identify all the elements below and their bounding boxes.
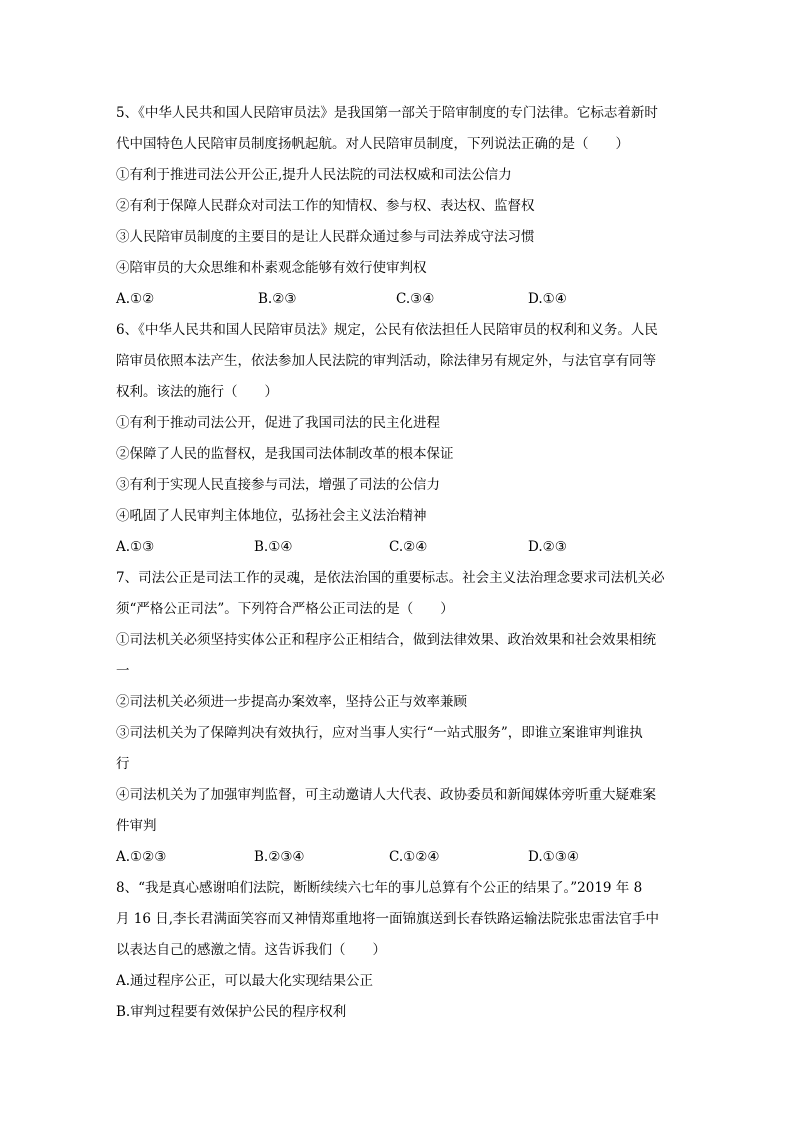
statement: ②保障了人民的监督权，是我国司法体制改革的根本保证 [116,446,454,462]
question-5 [116,98,682,315]
question-stem-line: 代中国特色人民陪审员制度扬帆起航。对人民陪审员制度，下列说法正确的是（ ） [116,136,629,152]
statement: 一 [116,663,130,679]
statement: ③有利于实现人民直接参与司法，增强了司法的公信力 [116,477,440,493]
question-stem-line: 须“严格公正司法”。下列符合严格公正司法的是（ ） [116,601,454,617]
statement: ②有利于保障人民群众对司法工作的知情权、参与权、表达权、监督权 [116,198,535,214]
option-a: A.①②③ [116,849,167,865]
option-b: B.①④ [254,539,293,555]
question-stem-line: 8、“我是真心感谢咱们法院，断断续续六七年的事儿总算有个公正的结果了。”2019 年 8 [116,880,643,896]
statement: ③人民陪审员制度的主要目的是让人民群众通过参与司法养成守法习惯 [116,229,535,245]
option-b: B.②③ [258,291,297,307]
question-stem-line: 7、司法公正是司法工作的灵魂，是依法治国的重要标志。社会主义法治理念要求司法机关必 [116,570,665,586]
statement: ④吼固了人民审判主体地位，弘扬社会主义法治精神 [116,508,427,524]
question-8 [116,873,682,1028]
statement: ①有利于推动司法公开，促进了我国司法的民主化进程 [116,415,440,431]
statement: 件审判 [116,818,157,834]
option-d: D.①③④ [528,849,579,865]
answer-options [116,532,682,563]
option-b: B.②③④ [254,849,305,865]
statement: ③司法机关为了保障判决有效执行，应对当事人实行“一站式服务”，即谁立案谁审判谁执 [116,725,643,741]
option-a: A.①③ [116,539,155,555]
question-stem-line: 权利。该法的施行（ ） [116,384,278,400]
option-c: C.③④ [396,291,435,307]
question-stem-line: 陪审员依照本法产生，依法参加人民法院的审判活动，除法律另有规定外，与法官享有同等 [116,353,656,369]
option-a: A.①② [116,291,155,307]
question-stem-line: 5、《中华人民共和国人民陪审员法》是我国第一部关于陪审制度的专门法律。它标志着新时 [116,105,658,121]
statement: ①有利于推进司法公开公正,提升人民法院的司法权威和司法公信力 [116,167,512,183]
statement: ④司法机关为了加强审判监督，可主动邀请人大代表、政协委员和新闻媒体旁听重大疑难案 [116,787,656,803]
statement: ②司法机关必须进一步提高办案效率，坚持公正与效率兼顾 [116,694,467,710]
option-d: D.①④ [528,291,567,307]
option-b: B.审判过程要有效保护公民的程序权利 [116,1004,347,1020]
question-sheet [116,98,682,1028]
answer-options [116,842,682,873]
option-c: C.②④ [389,539,428,555]
question-7 [116,563,682,873]
statement: ①司法机关必须坚持实体公正和程序公正相结合，做到法律效果、政治效果和社会效果相统 [116,632,656,648]
question-stem-line: 6、《中华人民共和国人民陪审员法》规定，公民有依法担任人民陪审员的权利和义务。人民 [116,322,658,338]
question-stem-line: 以表达自己的感激之情。这告诉我们（ ） [116,942,386,958]
option-a: A.通过程序公正，可以最大化实现结果公正 [116,973,374,989]
statement: 行 [116,756,130,772]
question-6 [116,315,682,563]
question-stem-line: 月 16 日,李长君满面笑容而又神情郑重地将一面锦旗送到长春铁路运输法院张忠雷法官手中 [116,911,660,927]
answer-options [116,284,682,315]
option-c: C.①②④ [389,849,440,865]
option-d: D.②③ [528,539,567,555]
statement: ④陪审员的大众思维和朴素观念能够有效行使审判权 [116,260,427,276]
